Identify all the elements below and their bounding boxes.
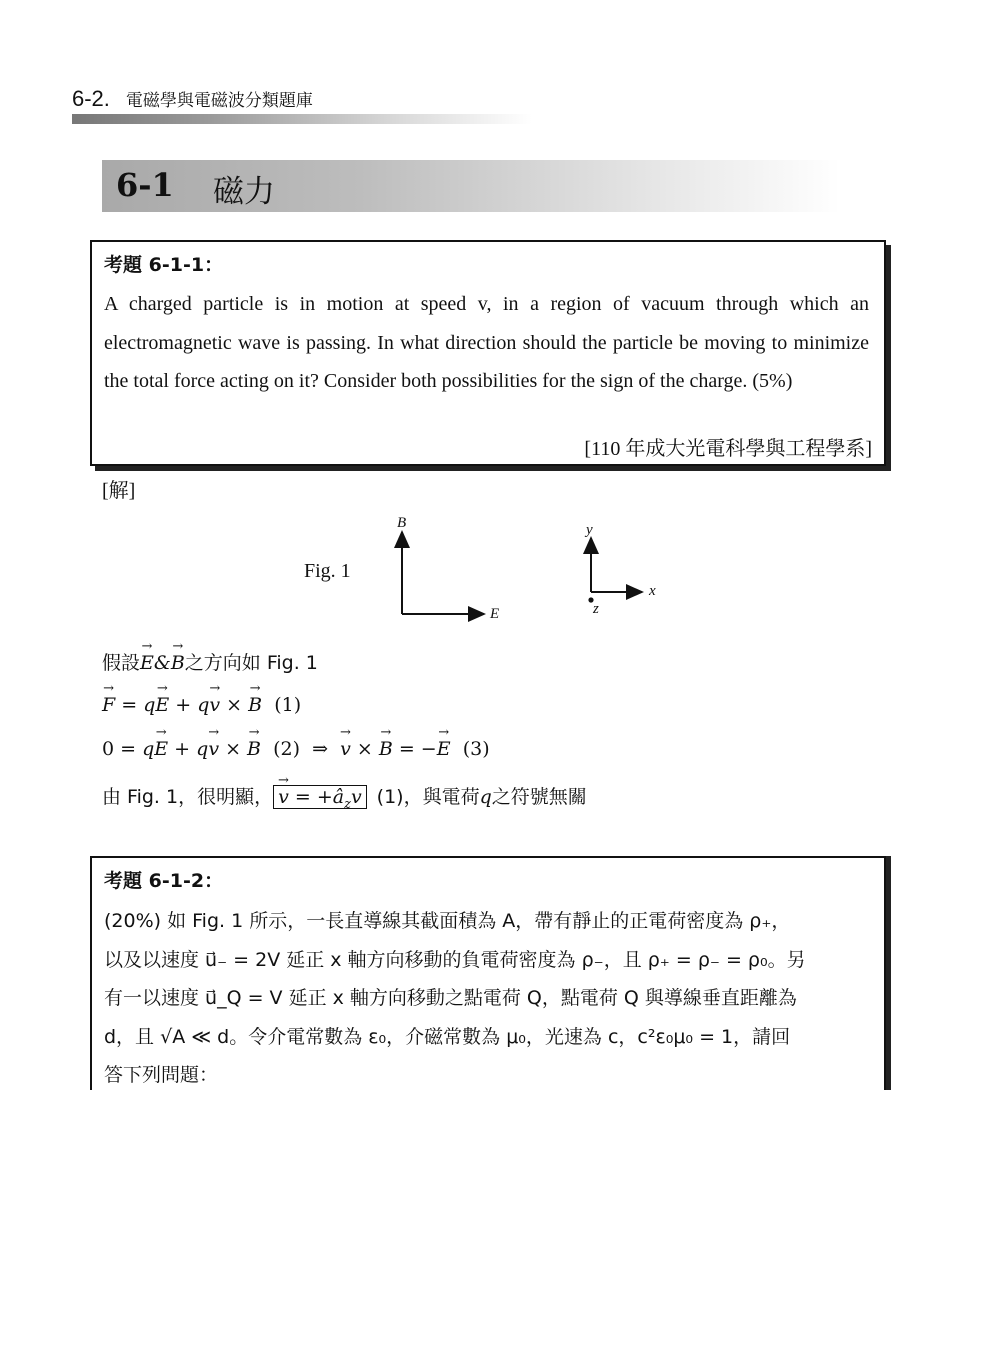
problem-2-label	[104, 866, 223, 893]
chapter-page-number: 6-2.	[72, 86, 110, 111]
problem-2-line: 有一以速度 u⃗_Q = V 延正 x 軸方向移動之點電荷 Q，點電荷 Q 與導線垂直距離為	[104, 987, 797, 1009]
problem-box-2	[90, 856, 886, 1090]
solution-heading: [解]	[102, 480, 136, 502]
boxed-answer: → $v = +â_zv$	[273, 785, 367, 809]
field-vectors	[402, 532, 484, 614]
section-number: 6-1	[116, 166, 174, 204]
problem-2-label-number: 6-1-2：	[148, 870, 224, 892]
b-field-label: B	[397, 515, 407, 531]
z-axis-label: z	[593, 601, 599, 617]
equation-2: 0 = q→ E + q→ v × → B (2) ⇒ → v × → B = −→ E (3)	[102, 738, 490, 760]
running-header	[72, 86, 313, 112]
solution-conclusion: 由 Fig. 1，很明顯，→ $v = +â_zv$ (1)，與電荷q之符號無關	[102, 782, 587, 812]
figure-1	[290, 510, 690, 630]
y-axis-label: y	[586, 522, 593, 538]
coordinate-axes	[588, 538, 642, 603]
problem-box-1	[90, 240, 886, 466]
problem-1-label-number: 6-1-1：	[148, 254, 224, 276]
figure-caption: Fig. 1	[304, 560, 351, 582]
problem-1-label-prefix: 考題	[104, 254, 143, 276]
equation-2-tag: (2)	[273, 738, 301, 760]
book-title: 電磁學與電磁波分類題庫	[125, 91, 313, 110]
equation-3-tag: (3)	[462, 738, 490, 760]
problem-1-source: [110 年成大光電科學與工程學系]	[584, 438, 872, 460]
x-axis-label: x	[649, 583, 656, 599]
problem-2-text	[104, 902, 874, 1095]
solution-line-1: 假設→ E&→ B之方向如 Fig. 1	[102, 648, 318, 675]
e-field-label: E	[490, 606, 500, 622]
problem-2-line: 答下列問題：	[104, 1064, 219, 1086]
problem-2-label-prefix: 考題	[104, 870, 143, 892]
section-title: 磁力	[213, 174, 275, 210]
problem-2-line: d，且 √A ≪ d。令介電常數為 ε₀，介磁常數為 μ₀，光速為 c，c²ε₀μ₀ = 1，請回	[104, 1025, 791, 1048]
equation-1: → F = q→ E + q→ v × → B (1)	[102, 694, 301, 716]
problem-1-text: A charged particle is in motion at speed v, in a region of vacuum through which an electromagnetic wave is passing. In what direction should the particle be moving to minimize the total force acting on it? Consider both possibilities for the sign of the charge. (5%)	[104, 293, 869, 392]
equation-1-tag: (1)	[274, 694, 302, 716]
problem-1-label	[104, 250, 223, 277]
header-gradient-bar	[72, 114, 532, 124]
problem-2-line: (20%) 如 Fig. 1 所示，一長直導線其截面積為 A，帶有靜止的正電荷密度為 ρ₊，	[104, 910, 791, 932]
problem-2-line: 以及以速度 u⃗₋ = 2V 延正 x 軸方向移動的負電荷密度為 ρ₋，且 ρ₊ = ρ₋ = ρ₀。另	[104, 948, 806, 971]
